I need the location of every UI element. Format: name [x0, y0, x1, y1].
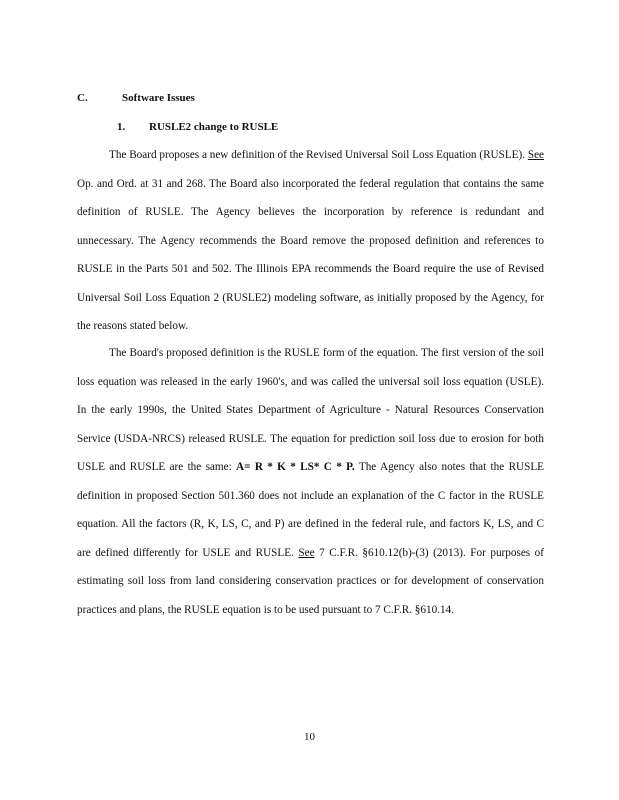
- paragraph-text: Op. and Ord. at 31 and 268. The Board also incorporated the federal regulation that contains the same definition of RUSLE. The Agency believes the incorporation by reference is redundant and unnecessary. The Agency recommends the Board remove the proposed definition and references to RUSLE in the Parts 501 and 502. The Illinois EPA recommends the Board require the use of Revised Universal Soil Loss Equation 2 (RUSLE2) modeling software, as initially proposed by the Agency, for the reasons stated below.: [77, 177, 544, 332]
- paragraph-rusle-equation: [77, 339, 544, 624]
- citation-signal: See: [527, 149, 544, 161]
- paragraph-text: 7 C.F.R. §610.12(b)-(3) (2013). For purposes of estimating soil loss from land considering conservation practices or for development of conservation practices and plans, the RUSLE equation is to be used pursuant to 7 C.F.R. §610.14.: [77, 546, 544, 616]
- soil-loss-equation: A= R * K * LS* C * P.: [236, 461, 355, 473]
- section-heading: [77, 92, 195, 104]
- subsection-heading: [117, 121, 278, 133]
- page-number: 10: [304, 731, 315, 743]
- section-label: C.: [77, 92, 88, 104]
- paragraph-rusle-definition: [77, 141, 544, 341]
- section-title: Software Issues: [122, 92, 195, 104]
- subsection-label: 1.: [117, 121, 126, 133]
- citation-signal: See: [298, 546, 315, 559]
- paragraph-text: The Board's proposed definition is the RUSLE form of the equation. The first version of the soil loss equation was released in the early 1960's, and was called the universal soil loss equation (USLE). In the early 1990s, the United States Department of Agriculture - Natural Resources Conservation Service (USDA-NRCS) released RUSLE. The equation for prediction soil loss due to erosion for both USLE and RUSLE are the same:: [77, 347, 544, 473]
- subsection-title: RUSLE2 change to RUSLE: [149, 121, 279, 133]
- paragraph-text: The Board proposes a new definition of the Revised Universal Soil Loss Equation (RUSLE).: [109, 149, 528, 161]
- paragraph-text: The Agency also notes that the RUSLE definition in proposed Section 501.360 does not include an explanation of the C factor in the RUSLE equation. All the factors (R, K, LS, C, and P) are defined in the federal rule, and factors K, LS, and C are defined differently for USLE and RUSLE.: [77, 461, 544, 559]
